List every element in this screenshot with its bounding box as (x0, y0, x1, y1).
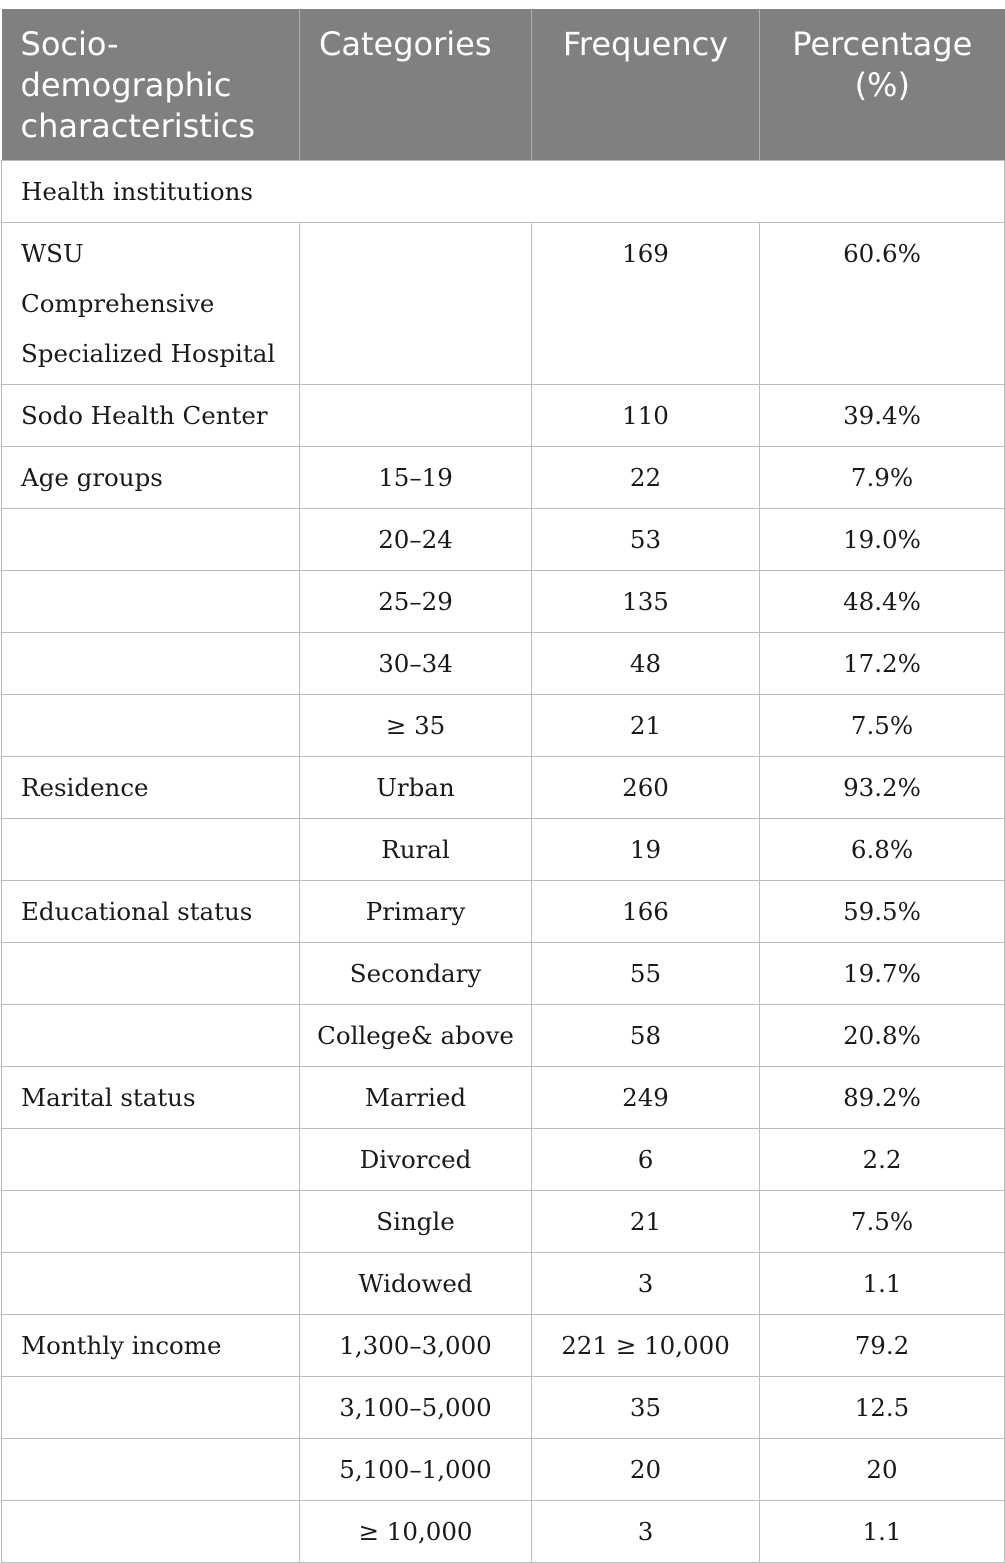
cell-frequency: 20 (532, 1439, 760, 1501)
cell-characteristic (2, 1129, 300, 1191)
cell-characteristic: Educational status (2, 881, 300, 943)
cell-frequency: 135 (532, 571, 760, 633)
cell-category: Primary (300, 881, 532, 943)
cell-category: Married (300, 1067, 532, 1129)
cell-percentage: 12.5 (760, 1377, 1005, 1439)
header-row (2, 9, 1005, 161)
cell-characteristic (2, 819, 300, 881)
table-row (2, 1315, 1005, 1377)
cell-frequency: 169 (532, 223, 760, 385)
cell-percentage: 1.1 (760, 1253, 1005, 1315)
cell-category: 25–29 (300, 571, 532, 633)
sociodemographic-table (1, 9, 1005, 1563)
cell-characteristic (2, 571, 300, 633)
cell-percentage: 7.9% (760, 447, 1005, 509)
cell-category: 30–34 (300, 633, 532, 695)
cell-category: Rural (300, 819, 532, 881)
table-header (2, 9, 1005, 161)
cell-frequency: 260 (532, 757, 760, 819)
table-row (2, 1067, 1005, 1129)
cell-frequency: 58 (532, 1005, 760, 1067)
section-label: Health institutions (2, 161, 1005, 223)
cell-percentage: 19.7% (760, 943, 1005, 1005)
cell-frequency: 21 (532, 695, 760, 757)
cell-frequency: 6 (532, 1129, 760, 1191)
cell-category: Urban (300, 757, 532, 819)
table-row (2, 1439, 1005, 1501)
cell-percentage: 6.8% (760, 819, 1005, 881)
cell-percentage: 59.5% (760, 881, 1005, 943)
cell-characteristic (2, 1005, 300, 1067)
cell-characteristic (2, 1191, 300, 1253)
table-row (2, 881, 1005, 943)
cell-percentage: 89.2% (760, 1067, 1005, 1129)
cell-percentage: 79.2 (760, 1315, 1005, 1377)
cell-percentage: 7.5% (760, 695, 1005, 757)
cell-characteristic: Age groups (2, 447, 300, 509)
cell-frequency: 166 (532, 881, 760, 943)
table-row (2, 509, 1005, 571)
cell-characteristic: Monthly income (2, 1315, 300, 1377)
cell-percentage: 93.2% (760, 757, 1005, 819)
cell-percentage: 19.0% (760, 509, 1005, 571)
cell-category: 1,300–3,000 (300, 1315, 532, 1377)
cell-characteristic: Residence (2, 757, 300, 819)
table-row (2, 571, 1005, 633)
cell-frequency: 22 (532, 447, 760, 509)
cell-frequency: 48 (532, 633, 760, 695)
cell-percentage: 2.2 (760, 1129, 1005, 1191)
cell-percentage: 20 (760, 1439, 1005, 1501)
header-frequency: Frequency (532, 9, 760, 161)
cell-frequency: 53 (532, 509, 760, 571)
table-section-row (2, 161, 1005, 223)
table-row (2, 447, 1005, 509)
table-row (2, 385, 1005, 447)
cell-percentage: 1.1 (760, 1501, 1005, 1563)
table-row (2, 757, 1005, 819)
table-row (2, 633, 1005, 695)
table-row (2, 1005, 1005, 1067)
cell-percentage: 7.5% (760, 1191, 1005, 1253)
cell-characteristic (2, 509, 300, 571)
cell-characteristic (2, 1439, 300, 1501)
table-row (2, 943, 1005, 1005)
cell-characteristic (2, 633, 300, 695)
cell-percentage: 48.4% (760, 571, 1005, 633)
cell-category (300, 385, 532, 447)
cell-frequency: 249 (532, 1067, 760, 1129)
header-categories: Categories (300, 9, 532, 161)
table-body (2, 161, 1005, 1563)
table-row (2, 819, 1005, 881)
cell-characteristic: Marital status (2, 1067, 300, 1129)
cell-characteristic: WSU Comprehensive Specialized Hospital (2, 223, 300, 385)
cell-frequency: 110 (532, 385, 760, 447)
cell-characteristic (2, 1377, 300, 1439)
cell-characteristic (2, 695, 300, 757)
cell-category: 5,100–1,000 (300, 1439, 532, 1501)
cell-category (300, 223, 532, 385)
cell-category: ≥ 10,000 (300, 1501, 532, 1563)
cell-frequency: 221 ≥ 10,000 (532, 1315, 760, 1377)
cell-percentage: 60.6% (760, 223, 1005, 385)
cell-category: Single (300, 1191, 532, 1253)
cell-frequency: 19 (532, 819, 760, 881)
cell-frequency: 3 (532, 1253, 760, 1315)
table-row (2, 1377, 1005, 1439)
cell-category: 15–19 (300, 447, 532, 509)
cell-percentage: 39.4% (760, 385, 1005, 447)
cell-category: 20–24 (300, 509, 532, 571)
header-percentage: Percentage (%) (760, 9, 1005, 161)
cell-percentage: 17.2% (760, 633, 1005, 695)
cell-characteristic: Sodo Health Center (2, 385, 300, 447)
cell-category: ≥ 35 (300, 695, 532, 757)
cell-category: Widowed (300, 1253, 532, 1315)
cell-category: Divorced (300, 1129, 532, 1191)
cell-category: Secondary (300, 943, 532, 1005)
cell-characteristic (2, 1253, 300, 1315)
cell-frequency: 55 (532, 943, 760, 1005)
cell-frequency: 3 (532, 1501, 760, 1563)
table-row (2, 1253, 1005, 1315)
table-row (2, 223, 1005, 385)
cell-category: College& above (300, 1005, 532, 1067)
table-row (2, 695, 1005, 757)
table-row (2, 1129, 1005, 1191)
cell-characteristic (2, 943, 300, 1005)
table-row (2, 1501, 1005, 1563)
cell-frequency: 21 (532, 1191, 760, 1253)
table-row (2, 1191, 1005, 1253)
cell-frequency: 35 (532, 1377, 760, 1439)
cell-category: 3,100–5,000 (300, 1377, 532, 1439)
cell-characteristic (2, 1501, 300, 1563)
cell-percentage: 20.8% (760, 1005, 1005, 1067)
header-characteristics: Socio- demographic characteristics (2, 9, 300, 161)
